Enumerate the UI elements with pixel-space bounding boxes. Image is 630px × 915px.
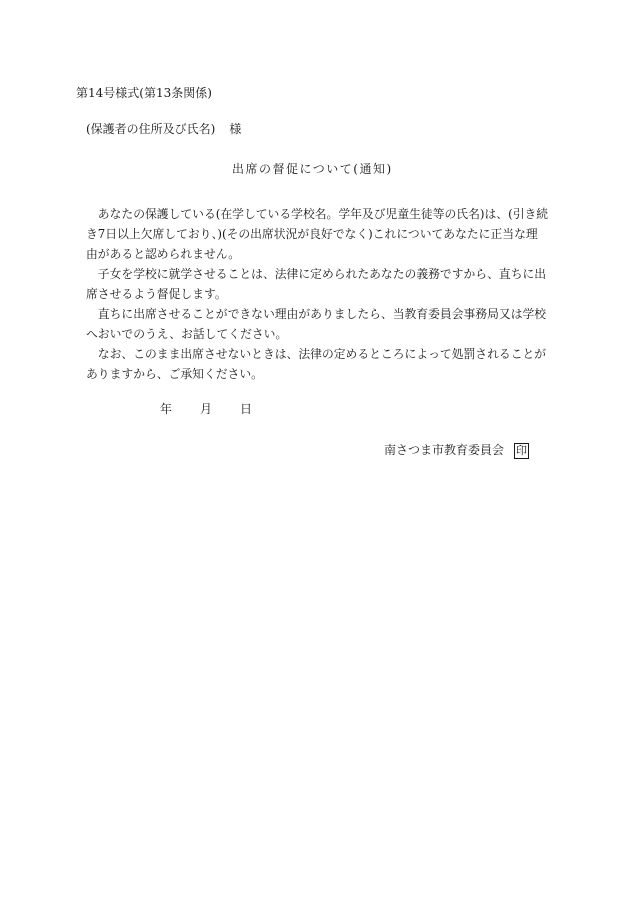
date-row xyxy=(160,402,252,416)
date-month-label: 月 xyxy=(200,402,213,416)
document-title: 出席の督促について(通知) xyxy=(232,162,393,176)
body-line-9: ありますから、ご承知ください。 xyxy=(86,367,263,381)
date-day-label: 日 xyxy=(240,402,253,416)
seal-stamp: 印 xyxy=(516,444,528,457)
body-line-5: 席させるよう督促します。 xyxy=(86,287,227,301)
date-year-label: 年 xyxy=(160,402,173,416)
issuer-line xyxy=(384,443,529,459)
form-number: 第14号様式(第13条関係) xyxy=(76,86,212,100)
body-line-8: なお、このまま出席させないときは、法律の定めるところによって処罰されることが xyxy=(86,347,547,361)
body-line-1: あなたの保護している(在学している学校名。学年及び児童生徒等の氏名)は、(引き続 xyxy=(86,207,549,221)
body-line-2: き7日以上欠席しており、)(その出席状況が良好でなく)これについてあなたに正当な理 xyxy=(86,227,538,241)
addressee-placeholder: (保護者の住所及び氏名) xyxy=(86,122,216,136)
body-line-3: 由があると認められません。 xyxy=(86,247,241,261)
body-line-4: 子女を学校に就学させることは、法律に定められたあなたの義務ですから、直ちに出 xyxy=(86,267,547,281)
addressee-honorific: 様 xyxy=(229,122,242,136)
addressee-line xyxy=(86,122,241,136)
body-line-6: 直ちに出席させることができない理由がありましたら、当教育委員会事務局又は学校 xyxy=(86,307,547,321)
issuer-name: 南さつま市教育委員会 xyxy=(384,443,505,457)
body-line-7: へおいでのうえ、お話してください。 xyxy=(86,327,288,341)
